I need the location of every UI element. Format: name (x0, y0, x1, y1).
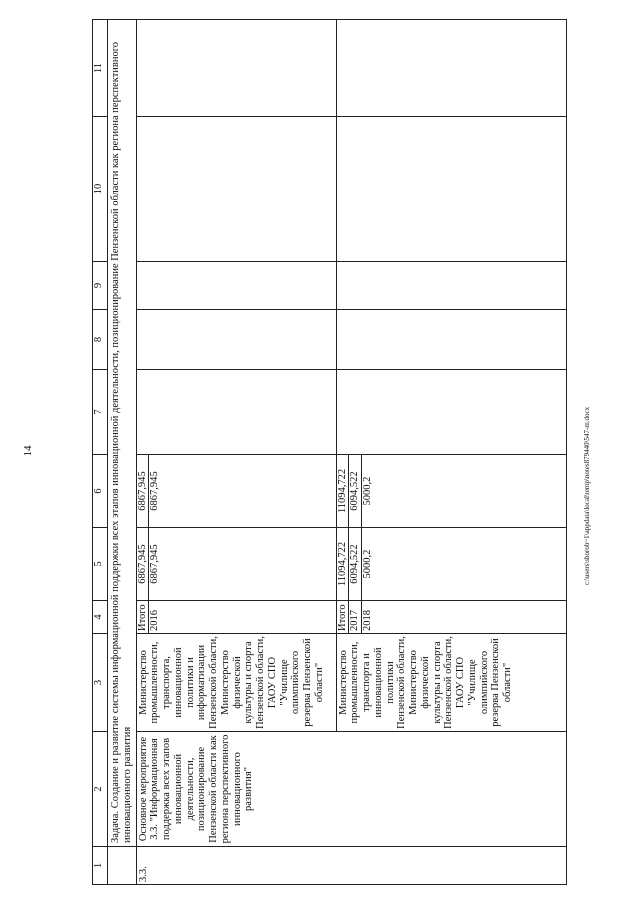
activity-name: Основное мероприятие 3.3. "Информационная поддержка всех этапов инновационной деятельности, позиционирование Пензенской области как региона перспективного инновационного развития" (136, 732, 566, 847)
c6-total-1: 6867,945 (137, 455, 150, 527)
footer-file-path: c:\users\shorob~1\appdata\local\temp\notes879440\547-m.docx (583, 406, 591, 585)
executor-2: Министерство промышленности, транспорта и инновационной политики Пензенской области, Министерство физической культуры и спорта Пензенской области, ГАОУ СПО "Училище олимпийского резерва Пензенской области" (336, 634, 566, 732)
col-num-7: 7 (93, 370, 108, 455)
column-number-row (93, 20, 108, 885)
executor-1: Министерство промышленности, транспорта, инновационной политики и информатизации Пензенской области, Министерство физической культуры и спорта Пензенской области, ГАОУ СПО "Училище олимпийского резерва Пензенской области" (136, 634, 336, 732)
c6-2017: 6094,522 (349, 455, 362, 527)
c5-2017: 6094,522 (349, 528, 362, 600)
col-num-5: 5 (93, 528, 108, 601)
c6-total-2: 11094,722 (337, 455, 350, 527)
table-row (136, 20, 336, 885)
c5-total-2: 11094,722 (337, 528, 350, 600)
col-num-3: 3 (93, 634, 108, 732)
col-num-10: 10 (93, 117, 108, 262)
row-number: 3.3. (136, 847, 566, 885)
value-col6-block1 (136, 455, 336, 528)
year-2017: 2017 (349, 601, 362, 633)
col-num-9: 9 (93, 262, 108, 310)
c5-2016: 6867,945 (149, 544, 161, 584)
col-num-1: 1 (93, 847, 108, 885)
value-col5-block1 (136, 528, 336, 601)
c6-2018: 5000,2 (362, 476, 373, 506)
year-2018: 2018 (362, 610, 373, 631)
task-text: Задача. Создание и развитие системы информационной поддержки всех этапов инновационной деятельности, позиционирование Пензенской области как региона перспективного инновационного развития (108, 20, 137, 847)
value-col6-block2 (336, 455, 566, 528)
year-total-1: Итого (137, 601, 150, 633)
rotated-table-sheet (92, 20, 624, 885)
year-2016: 2016 (149, 610, 161, 631)
col-num-6: 6 (93, 455, 108, 528)
col-num-11: 11 (93, 20, 108, 117)
c6-2016: 6867,945 (149, 471, 161, 511)
year-cell-1 (136, 601, 336, 634)
c5-2018: 5000,2 (362, 549, 373, 579)
task-row (108, 20, 137, 885)
col-num-8: 8 (93, 310, 108, 370)
page-number: 14 (22, 445, 34, 457)
col-num-2: 2 (93, 732, 108, 847)
year-cell-2 (336, 601, 566, 634)
c5-total-1: 6867,945 (137, 528, 150, 600)
value-col5-block2 (336, 528, 566, 601)
year-total-2: Итого (337, 601, 350, 633)
col-num-4: 4 (93, 601, 108, 634)
program-table (92, 19, 567, 885)
